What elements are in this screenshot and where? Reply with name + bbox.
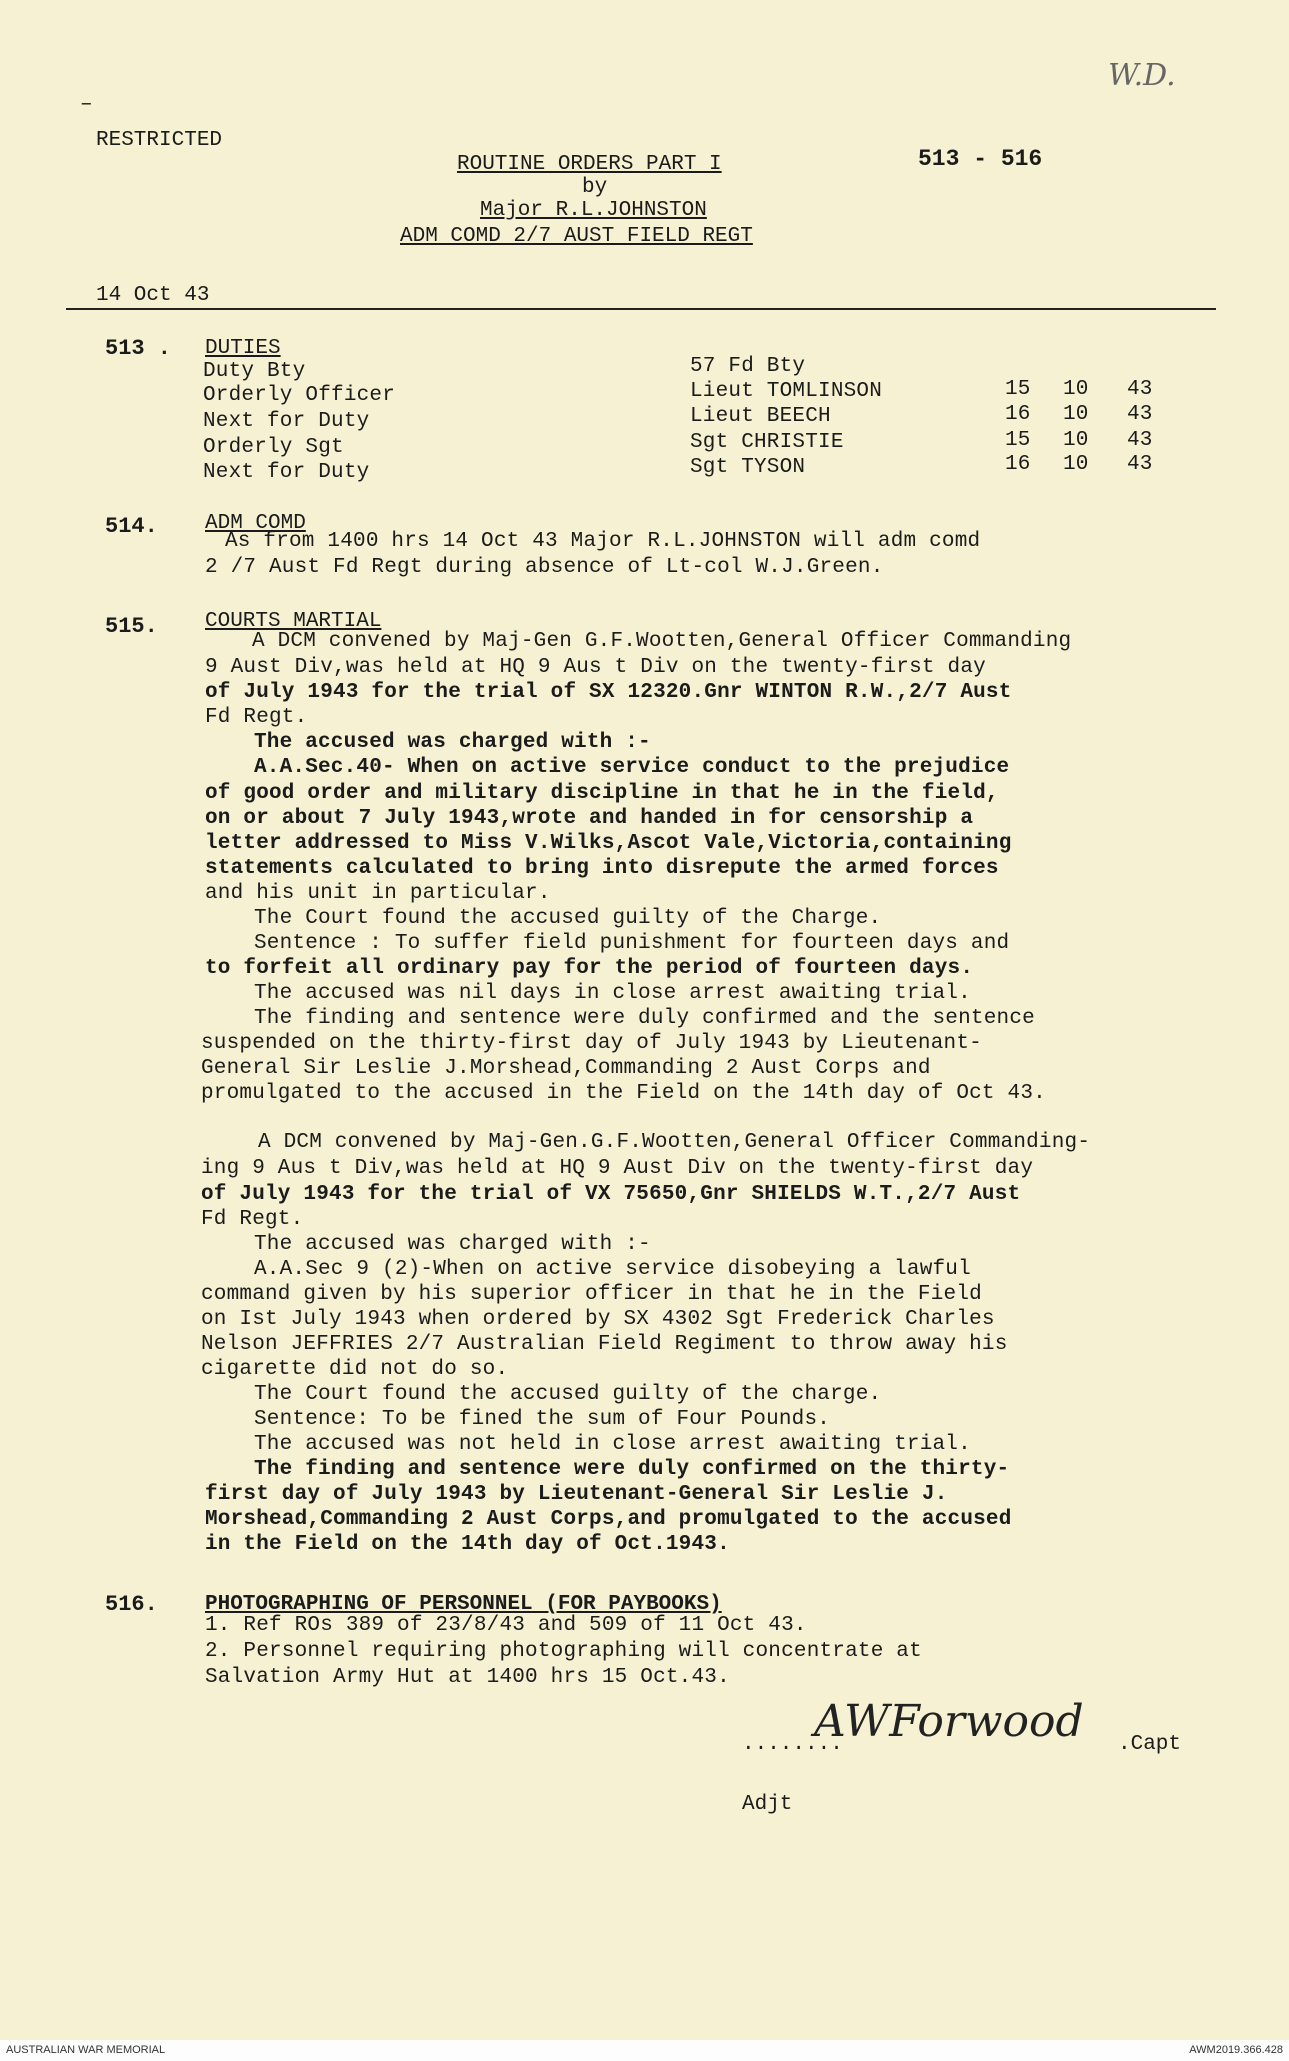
text-line: Sentence: To be fined the sum of Four Pounds.	[254, 1408, 831, 1431]
text-line: The accused was charged with :-	[254, 1233, 651, 1256]
title-unit: ADM COMD 2/7 AUST FIELD REGT	[400, 225, 753, 248]
text-line: Morshead,Commanding 2 Aust Corps,and promulgated to the accused	[205, 1508, 1012, 1531]
title-officer: Major R.L.JOHNSTON	[480, 199, 707, 222]
section-515-heading: COURTS MARTIAL	[205, 610, 382, 633]
text-line: suspended on the thirty-first day of July 1943 by Lieutenant-	[201, 1032, 982, 1055]
duty-month: 10	[1063, 453, 1089, 476]
duty-day: 16	[1005, 453, 1031, 476]
text-line: The accused was not held in close arrest awaiting trial.	[254, 1433, 971, 1456]
signature-title: Adjt	[742, 1793, 793, 1816]
duty-role: Next for Duty	[203, 461, 370, 484]
text-line: The Court found the accused guilty of the Charge.	[254, 907, 882, 930]
section-513-heading: DUTIES	[205, 337, 281, 360]
section-514-heading: ADM COMD	[205, 512, 306, 535]
duty-day: 15	[1005, 378, 1031, 401]
duty-month: 10	[1063, 403, 1089, 426]
section-513-number: 513 .	[105, 336, 172, 361]
text-line: As from 1400 hrs 14 Oct 43 Major R.L.JOHNSTON will adm comd	[225, 530, 981, 553]
text-line: in the Field on the 14th day of Oct.1943.	[205, 1533, 730, 1556]
text-line: promulgated to the accused in the Field on the 14th day of Oct 43.	[201, 1082, 1046, 1105]
text-line: Fd Regt.	[205, 706, 308, 729]
text-line: A DCM convened by Maj-Gen G.F.Wootten,General Officer Commanding	[252, 630, 1072, 653]
text-line: on Ist July 1943 when ordered by SX 4302 Sgt Frederick Charles	[201, 1308, 995, 1331]
duty-year: 43	[1127, 453, 1153, 476]
order-range: 513 - 516	[918, 146, 1043, 172]
text-line: first day of July 1943 by Lieutenant-General Sir Leslie J.	[205, 1483, 948, 1506]
text-line: 2 /7 Aust Fd Regt during absence of Lt-col W.J.Green.	[205, 556, 884, 579]
text-line: The accused was charged with :-	[254, 731, 651, 754]
archive-footer	[0, 2040, 1289, 2061]
text-line: statements calculated to bring into disrepute the armed forces	[205, 857, 999, 880]
text-line: Nelson JEFFRIES 2/7 Australian Field Regiment to throw away his	[201, 1333, 1008, 1356]
duty-month: 10	[1063, 378, 1089, 401]
duty-day: 15	[1005, 429, 1031, 452]
text-line: ing 9 Aus t Div,was held at HQ 9 Aust Div on the twenty-first day	[201, 1157, 1034, 1180]
duty-name: 57 Fd Bty	[690, 355, 806, 378]
signature-dots: ........	[742, 1733, 843, 1756]
text-line: A.A.Sec 9 (2)-When on active service disobeying a lawful	[254, 1258, 971, 1281]
text-line: on or about 7 July 1943,wrote and handed in for censorship a	[205, 807, 974, 830]
text-line: of July 1943 for the trial of VX 75650,Gnr SHIELDS W.T.,2/7 Aust	[201, 1183, 1021, 1206]
duty-role: Orderly Officer	[203, 384, 396, 407]
text-line: letter addressed to Miss V.Wilks,Ascot Vale,Victoria,containing	[205, 832, 1012, 855]
duty-year: 43	[1127, 403, 1153, 426]
text-line: of July 1943 for the trial of SX 12320.Gnr WINTON R.W.,2/7 Aust	[205, 681, 1012, 704]
duty-day: 16	[1005, 403, 1031, 426]
text-line: and his unit in particular.	[205, 882, 551, 905]
duty-month: 10	[1063, 429, 1089, 452]
text-line: The accused was nil days in close arrest awaiting trial.	[254, 982, 971, 1005]
handwritten-note: W.D.	[1108, 58, 1176, 93]
text-line: of good order and military discipline in that he in the field,	[205, 782, 999, 805]
duty-role: Next for Duty	[203, 410, 370, 433]
margin-mark: –	[80, 93, 93, 116]
duty-name: Lieut TOMLINSON	[690, 380, 883, 403]
header-divider	[66, 308, 1216, 310]
duty-name: Lieut BEECH	[690, 405, 831, 428]
text-line: 9 Aust Div,was held at HQ 9 Aus t Div on the twenty-first day	[205, 656, 986, 679]
title-by: by	[582, 176, 608, 199]
duty-name: Sgt TYSON	[690, 456, 806, 479]
text-line: to forfeit all ordinary pay for the period of fourteen days.	[205, 957, 974, 980]
section-516-number: 516.	[105, 1592, 158, 1617]
section-515-number: 515.	[105, 614, 158, 639]
signature: AWForwood	[814, 1696, 1084, 1747]
text-line: cigarette did not do so.	[201, 1358, 509, 1381]
signature-rank: .Capt	[1118, 1733, 1182, 1756]
text-line: The finding and sentence were duly confirmed and the sentence	[254, 1007, 1035, 1030]
duty-name: Sgt CHRISTIE	[690, 431, 844, 454]
text-line: Salvation Army Hut at 1400 hrs 15 Oct.43.	[205, 1666, 730, 1689]
text-line: 2. Personnel requiring photographing will concentrate at	[205, 1640, 922, 1663]
duty-year: 43	[1127, 429, 1153, 452]
archive-name: AUSTRALIAN WAR MEMORIAL	[6, 2044, 166, 2056]
text-line: A DCM convened by Maj-Gen.G.F.Wootten,General Officer Commanding-	[258, 1131, 1091, 1154]
duty-role: Orderly Sgt	[203, 436, 344, 459]
section-516-heading: PHOTOGRAPHING OF PERSONNEL (FOR PAYBOOKS)	[205, 1593, 722, 1616]
text-line: The Court found the accused guilty of the charge.	[254, 1383, 882, 1406]
title-routine-orders: ROUTINE ORDERS PART I	[457, 153, 722, 176]
text-line: command given by his superior officer in that he in the Field	[201, 1283, 982, 1306]
archive-reference: AWM2019.366.428	[1189, 2044, 1283, 2056]
date: 14 Oct 43	[96, 284, 210, 307]
restricted-label: RESTRICTED	[96, 129, 223, 152]
text-line: 1. Ref ROs 389 of 23/8/43 and 509 of 11 Oct 43.	[205, 1614, 807, 1637]
text-line: Fd Regt.	[201, 1208, 304, 1231]
text-line: A.A.Sec.40- When on active service conduct to the prejudice	[254, 756, 1010, 779]
text-line: The finding and sentence were duly confirmed on the thirty-	[254, 1458, 1010, 1481]
duty-role: Duty Bty	[203, 360, 306, 383]
text-line: General Sir Leslie J.Morshead,Commanding 2 Aust Corps and	[201, 1057, 931, 1080]
section-514-number: 514.	[105, 514, 158, 539]
duty-year: 43	[1127, 378, 1153, 401]
text-line: Sentence : To suffer field punishment for fourteen days and	[254, 932, 1010, 955]
